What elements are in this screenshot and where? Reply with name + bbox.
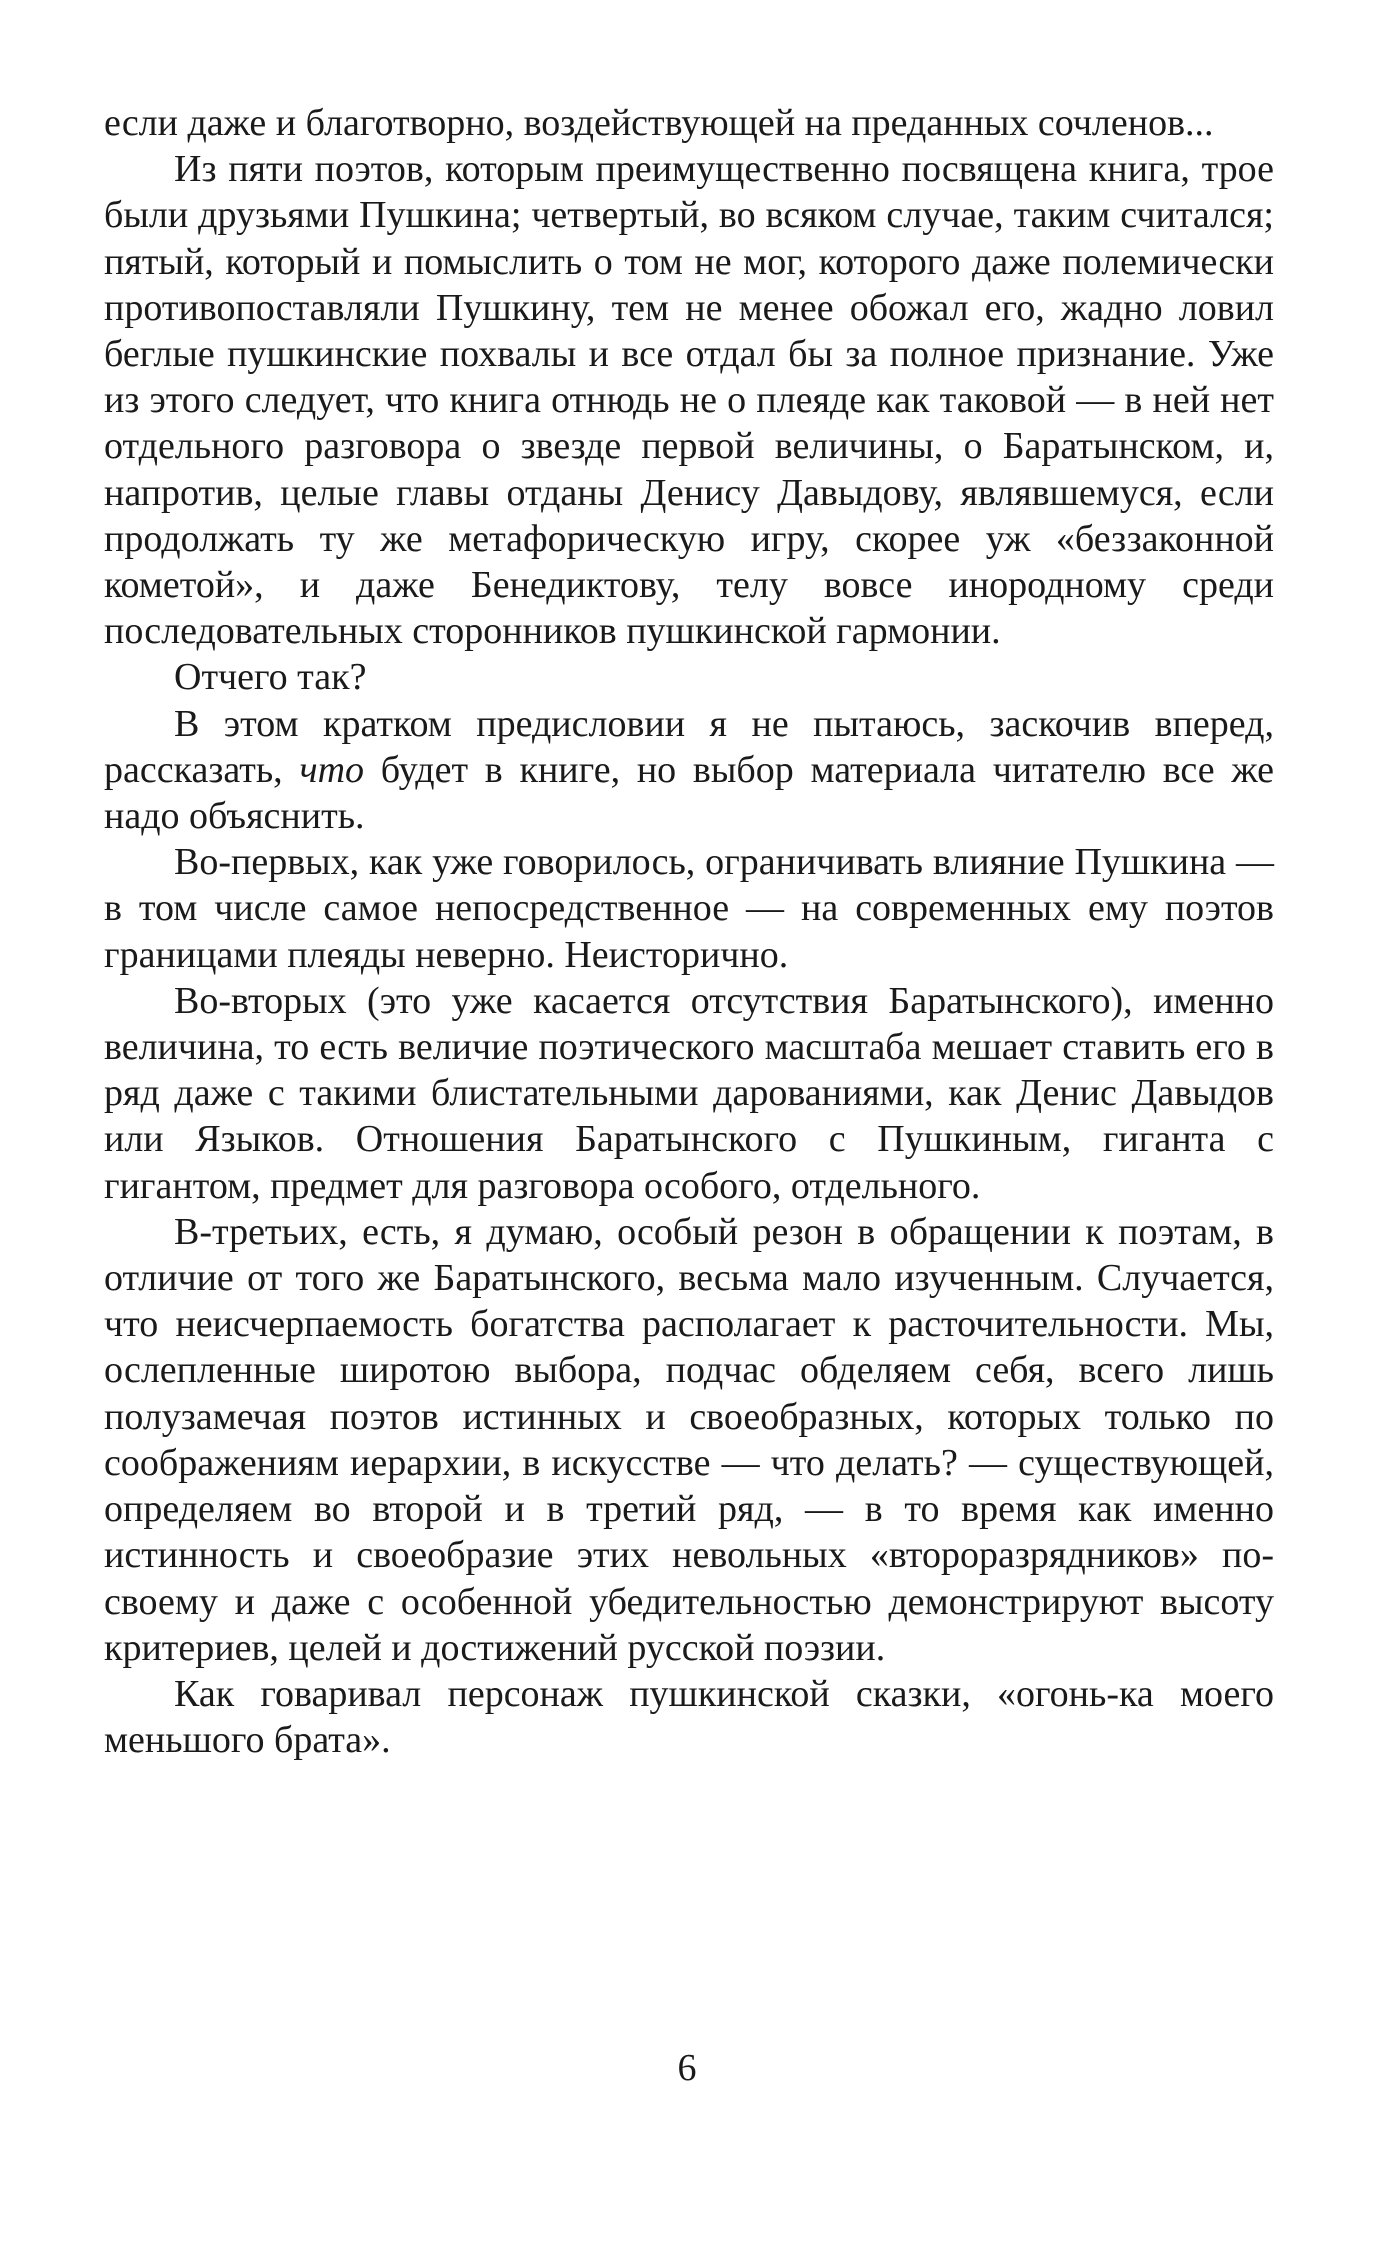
paragraph-five-poets: Из пяти поэтов, которым преимущественно посвящена книга, трое были друзьями Пушкина; четвертый, во всяком случае, таким считался; пятый, который и помыслить о том не мог, которого даже полемически противопоставляли Пушкину, тем не менее обожал его, жадно ловил беглые пушкинские похвалы и все отдал бы за полное признание. Уже из этого следует, что книга отнюдь не о плеяде как таковой — в ней нет отдельного разговора о звезде первой величины, о Баратынском, и, напротив, целые главы отданы Денису Давыдову, являвшемуся, если продолжать ту же метафорическую игру, скорее уж «беззаконной кометой», и даже Бенедиктову, телу вовсе инородному среди последовательных сторонников пушкинской гармонии.	[104, 148, 1274, 653]
paragraph-thirdly: В-третьих, есть, я думаю, особый резон в обращении к поэтам, в отличие от того же Баратынского, весьма мало изученным. Случается, что неисчерпаемость богатства располагает к расточительности. Мы, ослепленные широтою выбора, подчас обделяем себя, всего лишь полузамечая поэтов истинных и своеобразных, которых только по соображениям иерархии, в искусстве — что делать? — существующей, определяем во второй и в третий ряд, — в то время как именно истинность и своеобразие этих невольных «второразрядников» по-своему и даже с особенной убедительностью демонстрируют высоту критериев, целей и достижений русской поэзии.	[104, 1210, 1274, 1669]
paragraph-secondly: Во-вторых (это уже касается отсутствия Баратынского), именно величина, то есть величие поэтического масштаба мешает ставить его в ряд даже с такими блистательными дарованиями, как Денис Давыдов или Языков. Отношения Баратынского с Пушкиным, гиганта с гигантом, предмет для разговора особого, отдельного.	[104, 979, 1274, 1207]
paragraph-fairytale-quote: Как говаривал персонаж пушкинской сказки, «огонь-ка моего меньшого брата».	[104, 1672, 1274, 1762]
paragraph-preface	[104, 701, 1274, 840]
preface-emphasis: что	[299, 748, 365, 791]
paragraph-continuation: если даже и благотворно, воздействующей на преданных сочленов...	[104, 102, 1214, 144]
preface-text-after: будет в книге, но выбор материала читателю все же надо объяснить.	[104, 748, 1274, 838]
page-number: 6	[677, 2047, 697, 2089]
paragraph-firstly: Во-первых, как уже говорилось, ограничивать влияние Пушкина — в том числе самое непосредственное — на современных ему поэтов границами плеяды неверно. Неисторично.	[104, 841, 1274, 976]
page-body	[104, 100, 1274, 1763]
preface-text-before: В этом кратком предисловии я не пытаюсь, заскочив вперед, рассказать,	[104, 702, 1274, 791]
paragraph-why: Отчего так?	[174, 656, 367, 699]
